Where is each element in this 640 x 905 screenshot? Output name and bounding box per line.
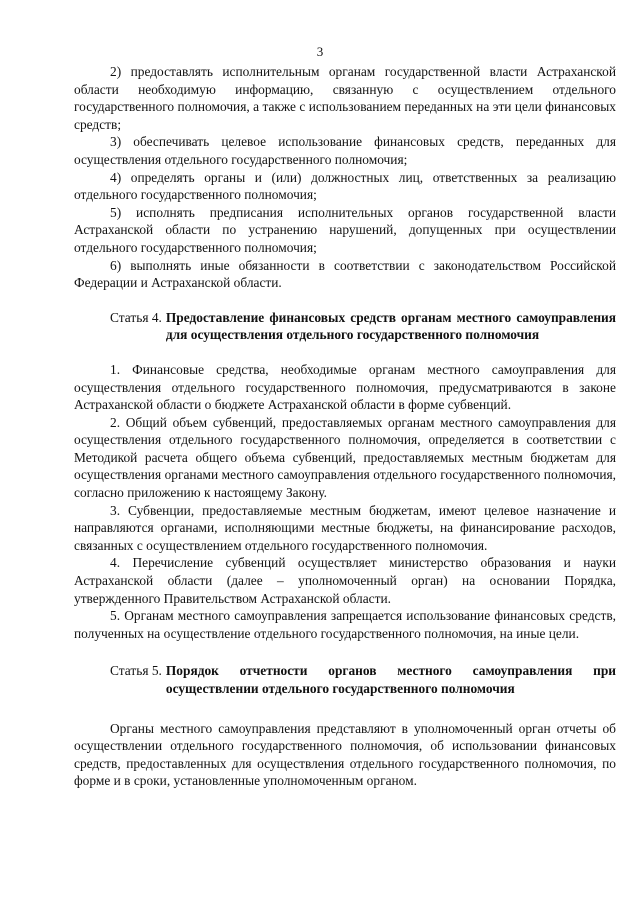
page-content (74, 63, 616, 790)
page-number: 3 (316, 44, 324, 59)
paragraph: 3. Субвенции, предоставляемые местным бюджетам, имеют целевое назначение и направляются органами, исполняющими местные бюджеты, на финансирование расходов, связанных с осуществлением отдельного государственного полномочия. (74, 502, 616, 553)
list-item: 4) определять органы и (или) должностных лиц, ответственных за реализацию отдельного государственного полномочия; (74, 169, 616, 203)
article-number: Статья 5. (110, 663, 162, 679)
list-item: 5) исполнять предписания исполнительных органов государственной власти Астраханской области по устранению нарушений, допущенных при осуществлении отдельного государственного полномочия; (74, 204, 616, 255)
paragraph: Органы местного самоуправления представляют в уполномоченный орган отчеты об осуществлении отдельного государственного полномочия, об использовании финансовых средств, предоставленных для осуществления отдельного государственного полномочия, по форме и в сроки, установленные уполномоченным органом. (74, 720, 616, 789)
article-5-body (74, 720, 616, 790)
paragraph: 5. Органам местного самоуправления запрещается использование финансовых средств, полученных на осуществление отдельного государственного полномочия, на иные цели. (74, 608, 616, 641)
article-4-heading (74, 309, 616, 344)
article-4-body (74, 361, 616, 643)
article-5-heading (74, 662, 616, 697)
list-item: 2) предоставлять исполнительным органам государственной власти Астраханской области необходимую информацию, связанную с осуществлением отдельного государственного полномочия, а также с использованием переданных на эти цели финансовых средств; (74, 64, 616, 132)
paragraph: 4. Перечисление субвенций осуществляет министерство образования и науки Астраханской области (далее – уполномоченный орган) на основании Порядка, утвержденного Правительством Астраханской области. (74, 555, 616, 606)
obligations-list (74, 63, 616, 292)
article-title: Порядок отчетности органов местного самоуправления при осуществлении отдельного государственного полномочия (165, 663, 616, 696)
list-item: 3) обеспечивать целевое использование финансовых средств, переданных для осуществления отдельного государственного полномочия; (74, 134, 616, 167)
paragraph: 1. Финансовые средства, необходимые органам местного самоуправления для осуществления отдельного государственного полномочия, предусматриваются в законе Астраханской области о бюджете Астраханской области в форме субвенций. (74, 361, 616, 413)
paragraph: 2. Общий объем субвенций, предоставляемых органам местного самоуправления для осуществления отдельного государственного полномочия, определяется в соответствии с Методикой расчета общего объема субвенций, предоставляемых местным бюджетам для осуществления органами местного самоуправления отдельного государственного полномочия, согласно приложению к настоящему Закону. (74, 414, 616, 501)
list-item: 6) выполнять иные обязанности в соответствии с законодательством Российской Федерации и Астраханской области. (74, 257, 616, 291)
article-number: Статья 4. (110, 309, 162, 325)
article-title: Предоставление финансовых средств органам местного самоуправления для осуществления отдельного государственного полномочия (165, 309, 616, 343)
